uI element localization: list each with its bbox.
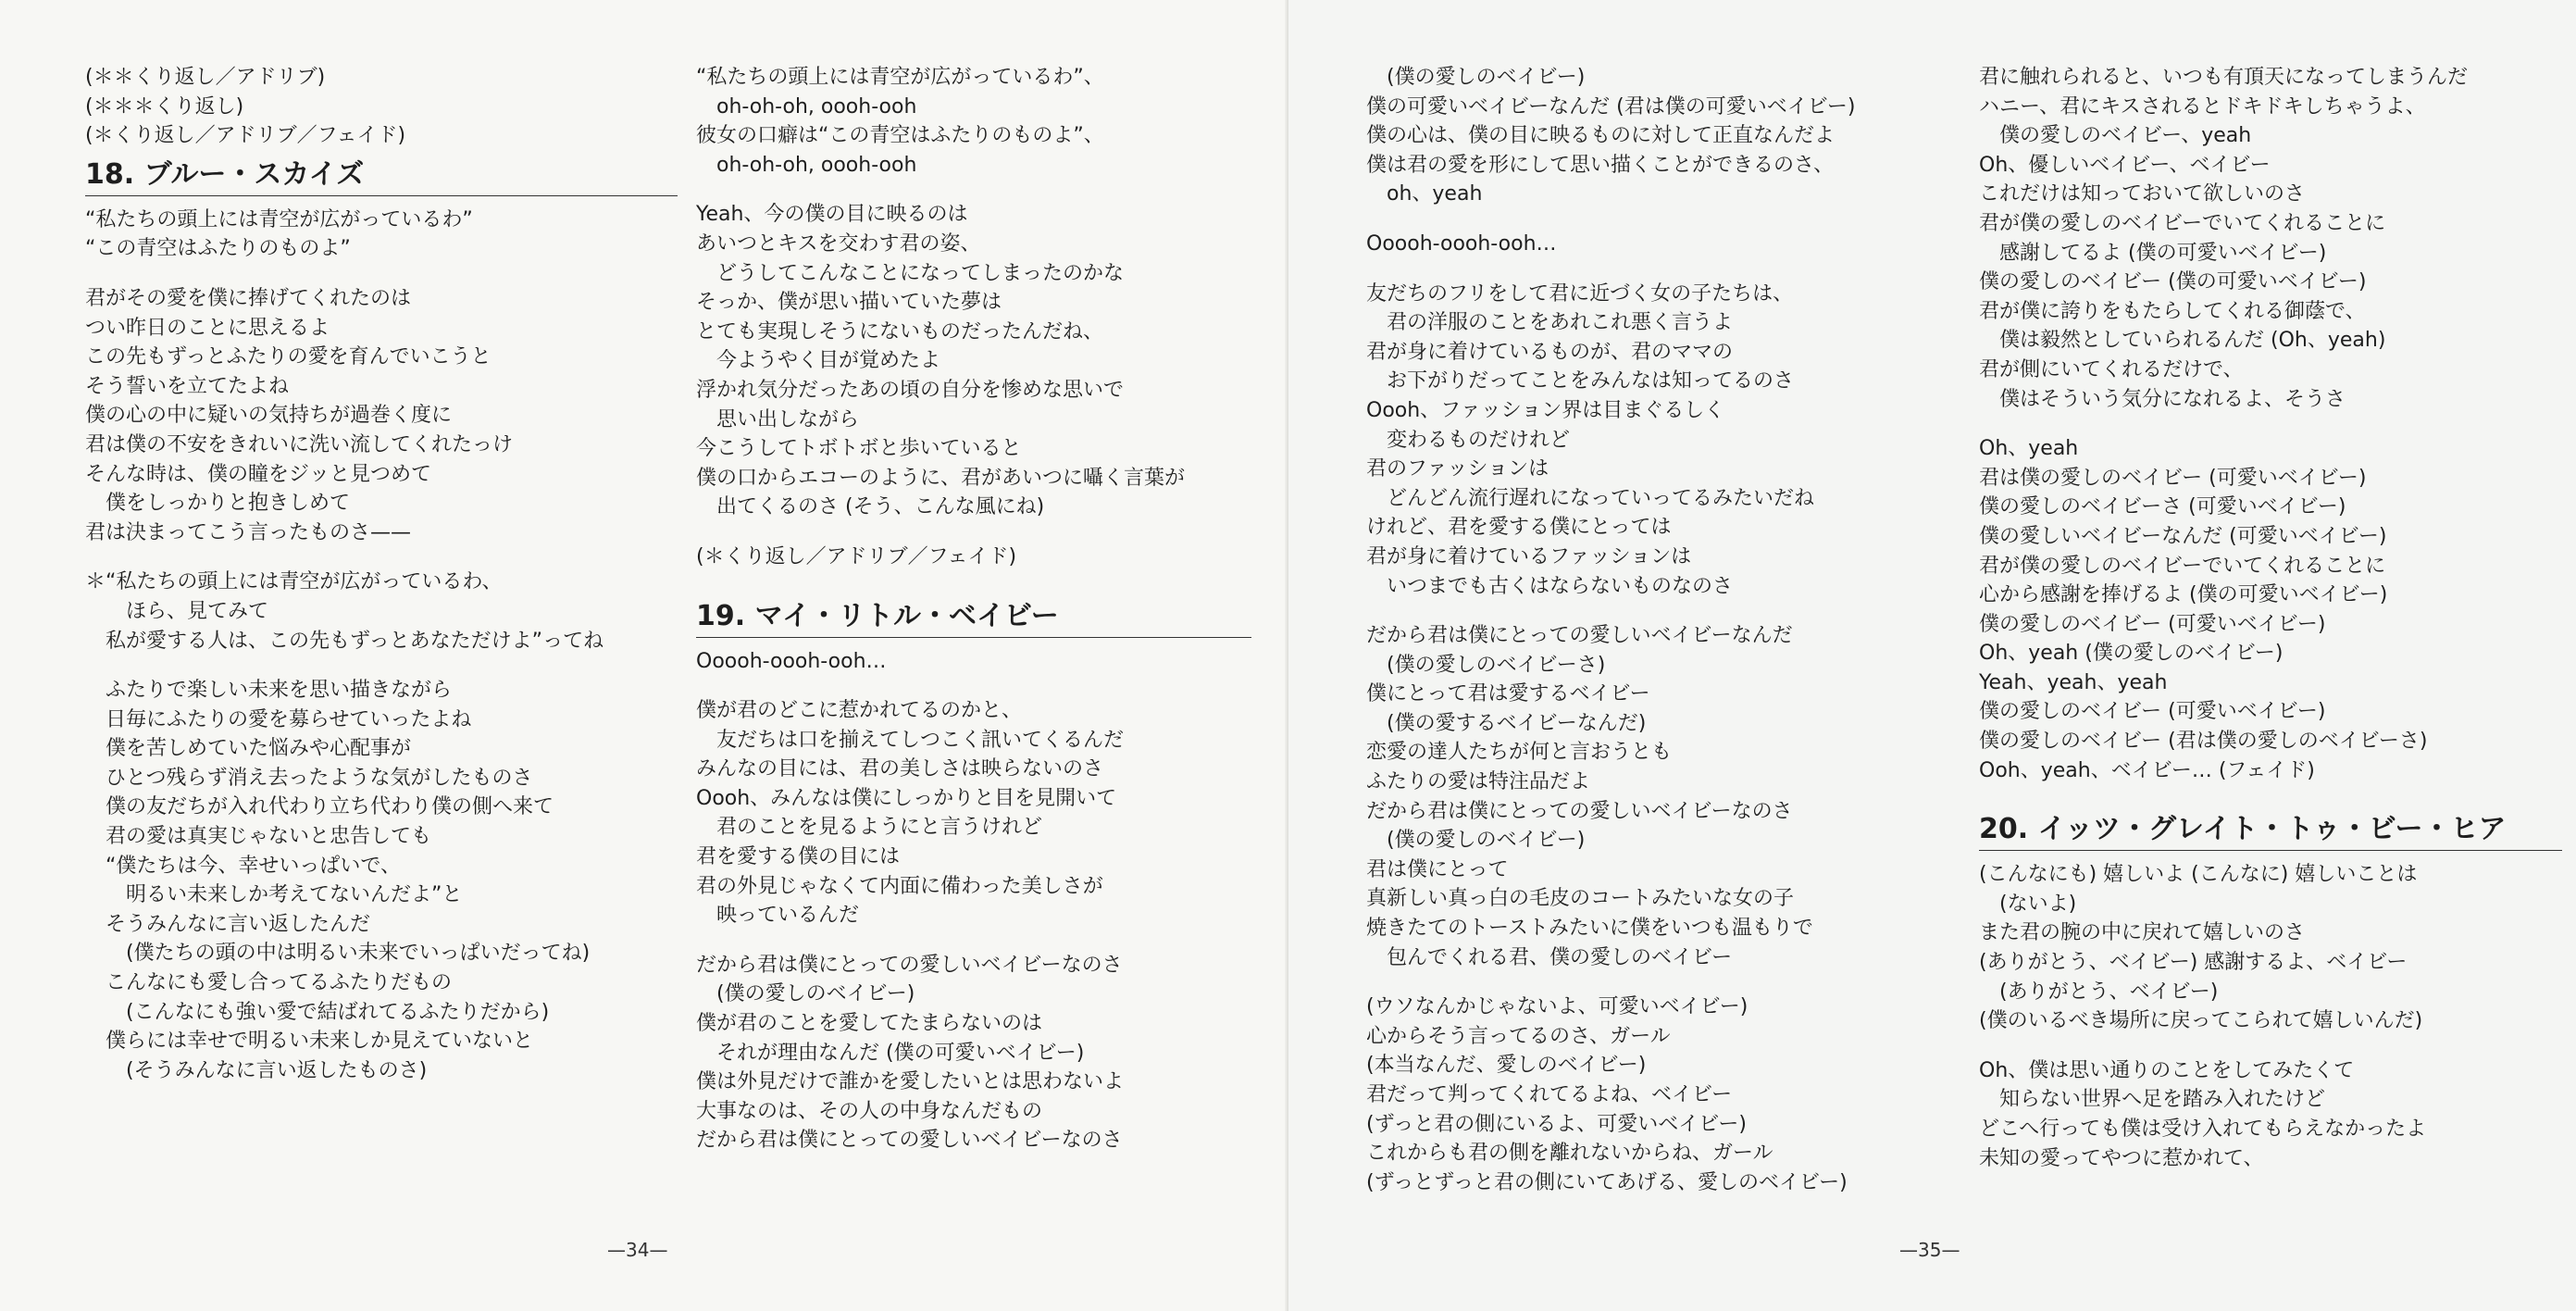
lyric-line: あいつとキスを交わす君の姿、	[696, 231, 981, 256]
lyric-line: 僕は外見だけで誰かを愛したいとは思わないよ	[696, 1070, 1125, 1094]
lyrics-column-3	[1366, 63, 1949, 1197]
lyric-line: 君のことを見るようにと言うけれど	[696, 816, 1043, 840]
lyric-line: 感謝してるよ (僕の可愛いベイビー)	[1979, 241, 2327, 265]
lyric-line: だから君は僕にとっての愛しいベイビーなのさ	[696, 1129, 1123, 1153]
stanza-break	[1979, 414, 2562, 434]
lyric-line: けれど、君を愛する僕にとっては	[1366, 516, 1672, 540]
lyric-line: 包んでくれる君、僕の愛しのベイビー	[1366, 945, 1733, 969]
lyric-line: 僕の心の中に疑いの気持ちが過巻く度に	[85, 404, 453, 428]
stanza-break	[1366, 259, 1949, 280]
lyric-line: (ずっと君の側にいるよ、可愛いベイビー)	[1366, 1112, 1747, 1136]
lyric-line: それが理由なんだ (僕の可愛いベイビー)	[696, 1041, 1085, 1065]
lyric-line: (＊＊くり返し／アドリブ)	[85, 66, 326, 89]
lyric-line: そんな時は、僕の瞳をジッと見つめて	[85, 462, 432, 486]
lyric-line: oh-oh-oh, oooh-ooh	[696, 94, 917, 119]
lyric-line: (僕の愛しのベイビーさ)	[1366, 653, 1606, 677]
lyric-line: (＊＊＊くり返し)	[85, 94, 244, 119]
lyric-line: 僕が君のどこに惹かれてるのかと、	[696, 699, 1023, 723]
lyric-line: 僕の愛しのベイビー (可愛いベイビー)	[1979, 700, 2326, 724]
stanza-break	[1979, 785, 2562, 805]
lyric-line: Oooh、ファッション界は目まぐるしく	[1366, 398, 1725, 422]
lyric-line: Oh、優しいベイビー、ベイビー	[1979, 153, 2271, 177]
lyric-line: (こんなにも) 嬉しいよ (こんなに) 嬉しいことは	[1979, 863, 2418, 887]
stanza-break	[85, 547, 678, 568]
stanza-break	[1366, 972, 1949, 993]
lyric-line: いつまでも古くはならないものなのさ	[1366, 574, 1734, 598]
lyric-line: Oooh、みんなは僕にしっかりと目を見開いて	[696, 786, 1117, 810]
lyric-line: お下がりだってことをみんなは知ってるのさ	[1366, 369, 1795, 393]
lyric-line: 君が僕の愛しのベイビーでいてくれることに	[1979, 211, 2386, 235]
lyric-line: 君のファッションは	[1366, 457, 1549, 481]
lyric-line: どこへ行っても僕は受け入れてもらえなかったよ	[1979, 1117, 2427, 1141]
lyric-line: 君の愛は真実じゃないと忠告しても	[85, 825, 432, 849]
lyric-line: “この青空はふたりのものよ”	[85, 237, 351, 261]
lyric-line: 今こうしてトボトボと歩いていると	[696, 437, 1022, 461]
lyric-line: 今ようやく目が覚めたよ	[696, 349, 941, 373]
lyric-line: (＊くり返し／アドリブ／フェイド)	[85, 124, 406, 148]
lyric-line: ＊“私たちの頭上には青空が広がっているわ、	[85, 570, 503, 594]
lyric-line: 君がその愛を僕に捧げてくれたのは	[85, 286, 412, 310]
lyric-line: (僕の愛しのベイビー)	[696, 982, 915, 1006]
lyric-line: 君が身に着けているものが、君のママの	[1366, 340, 1734, 364]
lyric-line: 君だって判ってくれてるよね、ベイビー	[1366, 1083, 1733, 1106]
lyric-line: 出てくるのさ (そう、こんな風にね)	[696, 495, 1045, 519]
song-title: 19. マイ・リトル・ベイビー	[696, 593, 1251, 638]
lyric-line: 真新しい真っ白の毛皮のコートみたいな女の子	[1366, 887, 1795, 911]
lyric-line: 君は僕の愛しのベイビー (可愛いベイビー)	[1979, 466, 2367, 490]
lyric-line: 僕の口からエコーのように、君があいつに囁く言葉が	[696, 466, 1186, 490]
lyric-line: ほら、見てみて	[85, 599, 269, 623]
stanza-break	[1366, 601, 1949, 621]
lyric-line: この先もずっとふたりの愛を育んでいこうと	[85, 345, 492, 369]
lyric-line: 焼きたてのトーストみたいに僕をいつも温もりで	[1366, 917, 1813, 941]
lyric-line: 友だちのフリをして君に近づく女の子たちは、	[1366, 281, 1794, 306]
lyric-line: (ウソなんかじゃないよ、可愛いベイビー)	[1366, 995, 1748, 1019]
lyric-line: (こんなにも強い愛で結ばれてるふたりだから)	[85, 1000, 550, 1024]
stanza-break	[696, 180, 1251, 200]
lyric-line: 知らない世界へ足を踏み入れたけど	[1979, 1088, 2326, 1112]
lyrics-column-1	[85, 63, 678, 1085]
lyric-line: ハニー、君にキスされるとドキドキしちゃうよ、	[1979, 94, 2426, 119]
lyric-line: (本当なんだ、愛しのベイビー)	[1366, 1054, 1647, 1078]
song-title: 20. イッツ・グレイト・トゥ・ビー・ヒア	[1979, 805, 2562, 851]
lyric-line: 僕が君のことを愛してたまらないのは	[696, 1012, 1043, 1036]
lyric-line: (僕のいるべき場所に戻ってこられて嬉しいんだ)	[1979, 1009, 2423, 1033]
lyric-line: 君が側にいてくれるだけで、	[1979, 357, 2244, 381]
lyric-line: (ありがとう、ベイビー)	[1979, 980, 2219, 1004]
lyric-line: Oh、僕は思い通りのことをしてみたくて	[1979, 1058, 2355, 1082]
stanza-break	[696, 930, 1251, 951]
lyric-line: (僕たちの頭の中は明るい未来でいっぱいだってね)	[85, 942, 591, 966]
lyrics-column-2	[696, 63, 1251, 1155]
lyric-line: (そうみんなに言い返したものさ)	[85, 1058, 428, 1082]
lyric-line: 僕をしっかりと抱きしめて	[85, 492, 351, 516]
lyric-line: どんどん流行遅れになっていってるみたいだね	[1366, 486, 1815, 510]
stanza-break	[696, 522, 1251, 543]
lyric-line: “私たちの頭上には青空が広がっているわ”	[85, 207, 473, 231]
lyric-line: とても実現しそうにないものだったんだね、	[696, 319, 1104, 343]
lyric-line: 明るい未来しか考えてないんだよ”と	[85, 883, 463, 907]
lyric-line: 僕の友だちが入れ代わり立ち代わり僕の側へ来て	[85, 795, 554, 819]
lyric-line: 僕にとって君は愛するベイビー	[1366, 682, 1650, 706]
lyric-line: Oh、yeah (僕の愛しのベイビー)	[1979, 642, 2284, 666]
lyric-line: 僕らには幸せで明るい未来しか見えていないと	[85, 1030, 534, 1054]
lyric-line: 友だちは口を揃えてしつこく訊いてくるんだ	[696, 728, 1125, 752]
lyric-line: だから君は僕にとっての愛しいベイビーなのさ	[696, 953, 1123, 977]
lyric-line: ふたりで楽しい未来を思い描きながら	[85, 679, 453, 703]
lyric-line: こんなにも愛し合ってるふたりだもの	[85, 971, 453, 995]
page-number-left: —34—	[607, 1239, 668, 1261]
lyric-line: 僕の愛しのベイビー (可愛いベイビー)	[1979, 612, 2326, 636]
lyric-line: Yeah、今の僕の目に映るのは	[696, 203, 968, 227]
lyric-line: oh-oh-oh, oooh-ooh	[696, 153, 917, 177]
lyric-line: 君が僕の愛しのベイビーでいてくれることに	[1979, 554, 2386, 578]
lyric-line: 君に触れられると、いつも有頂天になってしまうんだ	[1979, 66, 2469, 89]
lyric-line: 僕は毅然としていられるんだ (Oh、yeah)	[1979, 329, 2386, 353]
lyric-line: そうみんなに言い返したんだ	[85, 912, 371, 936]
lyric-line: 僕の愛しのベイビー (君は僕の愛しのベイビーさ)	[1979, 730, 2428, 754]
lyric-line: 君は僕にとって	[1366, 857, 1509, 881]
lyric-line: 心から感謝を捧げるよ (僕の可愛いベイビー)	[1979, 583, 2388, 607]
lyric-line: 心からそう言ってるのさ、ガール	[1366, 1024, 1671, 1048]
lyric-line: (＊くり返し／アドリブ／フェイド)	[696, 544, 1017, 568]
lyric-line: “僕たちは今、幸せいっぱいで、	[85, 854, 401, 878]
lyric-line: 僕の愛しいベイビーなんだ (可愛いベイビー)	[1979, 524, 2387, 548]
page-number-right: —35—	[1899, 1239, 1960, 1261]
lyric-line: ふたりの愛は特注品だよ	[1366, 770, 1591, 794]
lyric-line: 恋愛の達人たちが何と言おうとも	[1366, 741, 1673, 765]
lyric-line: 僕の愛しのベイビーさ (可愛いベイビー)	[1979, 495, 2346, 519]
lyric-line: Ooooh-oooh-ooh…	[1366, 231, 1557, 256]
lyric-line: (ずっとずっと君の側にいてあげる、愛しのベイビー)	[1366, 1170, 1848, 1194]
lyric-line: みんなの目には、君の美しさは映らないのさ	[696, 757, 1104, 781]
lyric-line: 君は決まってこう言ったものさ——	[85, 520, 412, 544]
lyric-line: 私が愛する人は、この先もずっとあなただけよ”ってね	[85, 629, 604, 653]
lyric-line: 日毎にふたりの愛を募らせていったよね	[85, 707, 472, 731]
lyric-line: 君を愛する僕の目には	[696, 845, 901, 869]
song-title: 18. ブルー・スカイズ	[85, 151, 678, 196]
lyric-line: Ooooh-oooh-ooh…	[696, 649, 887, 673]
lyric-line: 僕の可愛いベイビーなんだ (君は僕の可愛いベイビー)	[1366, 94, 1856, 119]
lyric-line: 思い出しながら	[696, 407, 860, 431]
stanza-break	[696, 572, 1251, 593]
lyric-line: 僕を苦しめていた悩みや心配事が	[85, 737, 412, 761]
lyric-line: 変わるものだけれど	[1366, 428, 1571, 452]
lyric-line: ひとつ残らず消え去ったような気がしたものさ	[85, 766, 533, 790]
lyric-line: Yeah、yeah、yeah	[1979, 670, 2168, 694]
lyric-line: 僕の愛しのベイビー、yeah	[1979, 124, 2252, 148]
lyric-line: 浮かれ気分だったあの頃の自分を惨めな思いで	[696, 378, 1125, 402]
stanza-break	[696, 676, 1251, 696]
lyric-line: (ありがとう、ベイビー) 感謝するよ、ベイビー	[1979, 951, 2408, 975]
lyric-line: “私たちの頭上には青空が広がっているわ”、	[696, 66, 1104, 89]
lyric-line: 大事なのは、その人の中身なんだもの	[696, 1099, 1043, 1123]
lyric-line: (僕の愛しのベイビー)	[1366, 66, 1586, 89]
lyric-line: これだけは知っておいて欲しいのさ	[1979, 182, 2306, 206]
lyric-line: (ないよ)	[1979, 892, 2077, 916]
lyric-line: どうしてこんなことになってしまったのかな	[696, 261, 1125, 285]
lyric-line: そう誓いを立てたよね	[85, 374, 290, 398]
lyric-line: 未知の愛ってやつに惹かれて、	[1979, 1146, 2264, 1170]
stanza-break	[85, 264, 678, 284]
lyric-line: oh、yeah	[1366, 182, 1483, 206]
stanza-break	[1366, 209, 1949, 230]
lyric-line: 僕は君の愛を形にして思い描くことができるのさ、	[1366, 153, 1835, 177]
lyric-line: また君の腕の中に戻れて嬉しいのさ	[1979, 921, 2306, 945]
lyric-line: 君の外見じゃなくて内面に備わった美しさが	[696, 874, 1103, 898]
lyric-line: 僕の心は、僕の目に映るものに対して正直なんだよ	[1366, 124, 1836, 148]
lyric-line: Oh、yeah	[1979, 437, 2079, 461]
lyrics-column-4	[1979, 63, 2562, 1173]
lyric-line: 君の洋服のことをあれこれ悪く言うよ	[1366, 311, 1734, 335]
lyric-line: 僕の愛しのベイビー (僕の可愛いベイビー)	[1979, 270, 2367, 294]
lyric-line: そっか、僕が思い描いていた夢は	[696, 291, 1002, 315]
lyric-line: 映っているんだ	[696, 904, 860, 928]
lyric-line: 君が身に着けているファッションは	[1366, 544, 1692, 568]
right-page	[1288, 0, 2576, 1311]
lyric-line: (僕の愛しのベイビー)	[1366, 829, 1586, 853]
stanza-break	[1979, 1036, 2562, 1056]
lyric-line: だから君は僕にとっての愛しいベイビーなんだ	[1366, 624, 1793, 648]
lyric-line: これからも君の側を離れないからね、ガール	[1366, 1142, 1773, 1166]
lyric-line: (僕の愛するベイビーなんだ)	[1366, 711, 1647, 735]
lyric-line: 彼女の口癖は“この青空はふたりのものよ”、	[696, 124, 1104, 148]
lyric-line: だから君は僕にとっての愛しいベイビーなのさ	[1366, 799, 1793, 823]
lyric-line: 君が僕に誇りをもたらしてくれる御蔭で、	[1979, 299, 2366, 323]
stanza-break	[85, 656, 678, 676]
lyric-line: 君は僕の不安をきれいに洗い流してくれたっけ	[85, 432, 514, 456]
lyric-line: つい昨日のことに思えるよ	[85, 316, 330, 340]
lyric-line: Ooh、yeah、ベイビー… (フェイド)	[1979, 758, 2315, 782]
lyric-line: 僕はそういう気分になれるよ、そうさ	[1979, 387, 2346, 411]
